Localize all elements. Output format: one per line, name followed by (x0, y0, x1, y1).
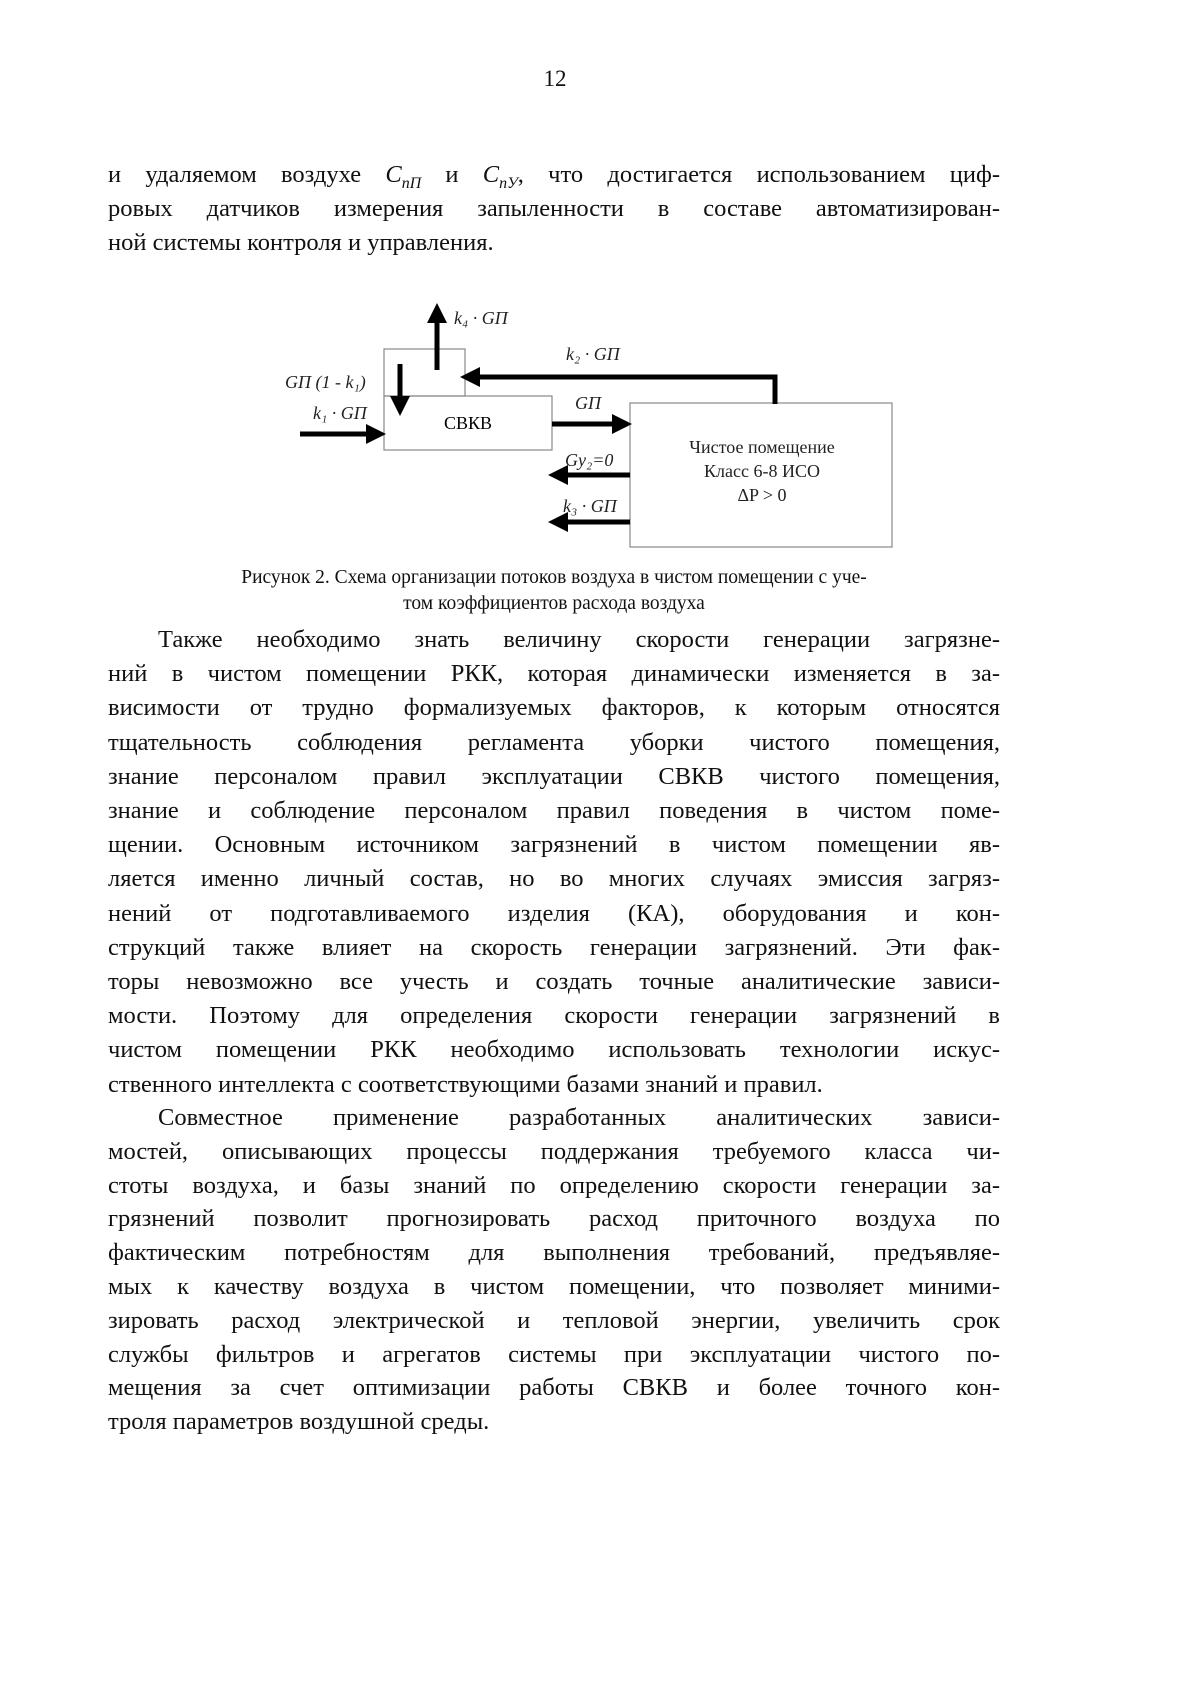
intro-line: ровых датчиков измерения запыленности в составе автоматизирован- (108, 195, 1000, 222)
flow-arrows (300, 313, 775, 522)
text-line: струкций также влияет на скорость генерации загрязнений. Эти фак- (108, 933, 1000, 961)
text-line: стоты воздуха, и базы знаний по определению скорости генерации за- (108, 1171, 1000, 1199)
room-label: Класс 6-8 ИСО (704, 461, 820, 481)
label-k1: k₁ · GП (313, 403, 367, 423)
text-line: грязнений позволит прогнозировать расход приточного воздуха по (108, 1205, 1000, 1233)
intro-line: и удаляемом воздухе $C_{nП}$ и $C_{nУ}$, что достигается использованием циф- (108, 161, 1000, 192)
text-line: мостей, описывающих процессы поддержания требуемого класса чи- (108, 1137, 1000, 1165)
figure-caption: Рисунок 2. Схема организации потоков воздуха в чистом помещении с уче- (241, 567, 867, 588)
return-arrow (470, 377, 775, 404)
text-line: нений от подготавливаемого изделия (КА), оборудования и кон- (108, 899, 1000, 927)
text-line: ний в чистом помещении РКК, которая динамически изменяется в за- (108, 660, 1000, 688)
text-line: мещения за счет оптимизации работы СВКВ и более точного кон- (108, 1374, 1000, 1402)
room-label: Чистое помещение (689, 437, 835, 457)
label-k2: k₂ · GП (566, 344, 620, 364)
page-number: 12 (543, 66, 567, 91)
label-k4: k₄ · GП (454, 308, 508, 328)
text-line: Также необходимо знать величину скорости генерации загрязне- (158, 626, 1000, 653)
text-line: чистом помещении РКК необходимо использовать технологии искус- (108, 1036, 1000, 1064)
text-line: Совместное применение разработанных аналитических зависи- (158, 1104, 1000, 1131)
text-line: тщательность соблюдения регламента уборки чистого помещения, (108, 728, 1000, 756)
text-line: фактическим потребностям для выполнения требований, предъявляе- (108, 1239, 1000, 1267)
figure-caption: том коэффициентов расхода воздуха (403, 593, 705, 614)
text-line: троля параметров воздушной среды. (108, 1408, 490, 1436)
text-line: ственного интеллекта с соответствующими базами знаний и правил. (108, 1070, 823, 1098)
text-line: ляется именно личный состав, но во многих случаях эмиссия загряз- (108, 865, 1000, 893)
mixing-box (384, 349, 465, 396)
text-line: знание и соблюдение персоналом правил поведения в чистом поме- (108, 797, 1000, 824)
text-line: знание персоналом правил эксплуатации СВКВ чистого помещения, (108, 762, 1000, 790)
room-label: ΔP > 0 (737, 485, 787, 505)
text-line: торы невозможно все учесть и создать точные аналитические зависи- (108, 968, 1000, 995)
text-line: мых к качеству воздуха в чистом помещении, что позволяет миними- (108, 1273, 1000, 1300)
text-line: службы фильтров и агрегатов системы при эксплуатации чистого по- (108, 1340, 1000, 1368)
text-line: мости. Поэтому для определения скорости генерации загрязнений в (108, 1002, 1000, 1030)
text-line: щении. Основным источником загрязнений в чистом помещении яв- (108, 831, 1000, 859)
airflow-diagram (0, 0, 1200, 600)
text-line: зировать расход электрической и тепловой энергии, увеличить срок (108, 1306, 1000, 1334)
label-k3: k₃ · GП (563, 496, 617, 516)
label-gp-1-k1: GП (1 - k₁) (285, 372, 366, 392)
text-line: висимости от трудно формализуемых факторов, к которым относятся (108, 694, 1000, 722)
intro-line: ной системы контроля и управления. (108, 229, 494, 256)
label-gp: GП (575, 393, 601, 413)
svkv-label: СВКВ (443, 413, 493, 433)
label-gy2: Gу₂=0 (565, 450, 614, 470)
